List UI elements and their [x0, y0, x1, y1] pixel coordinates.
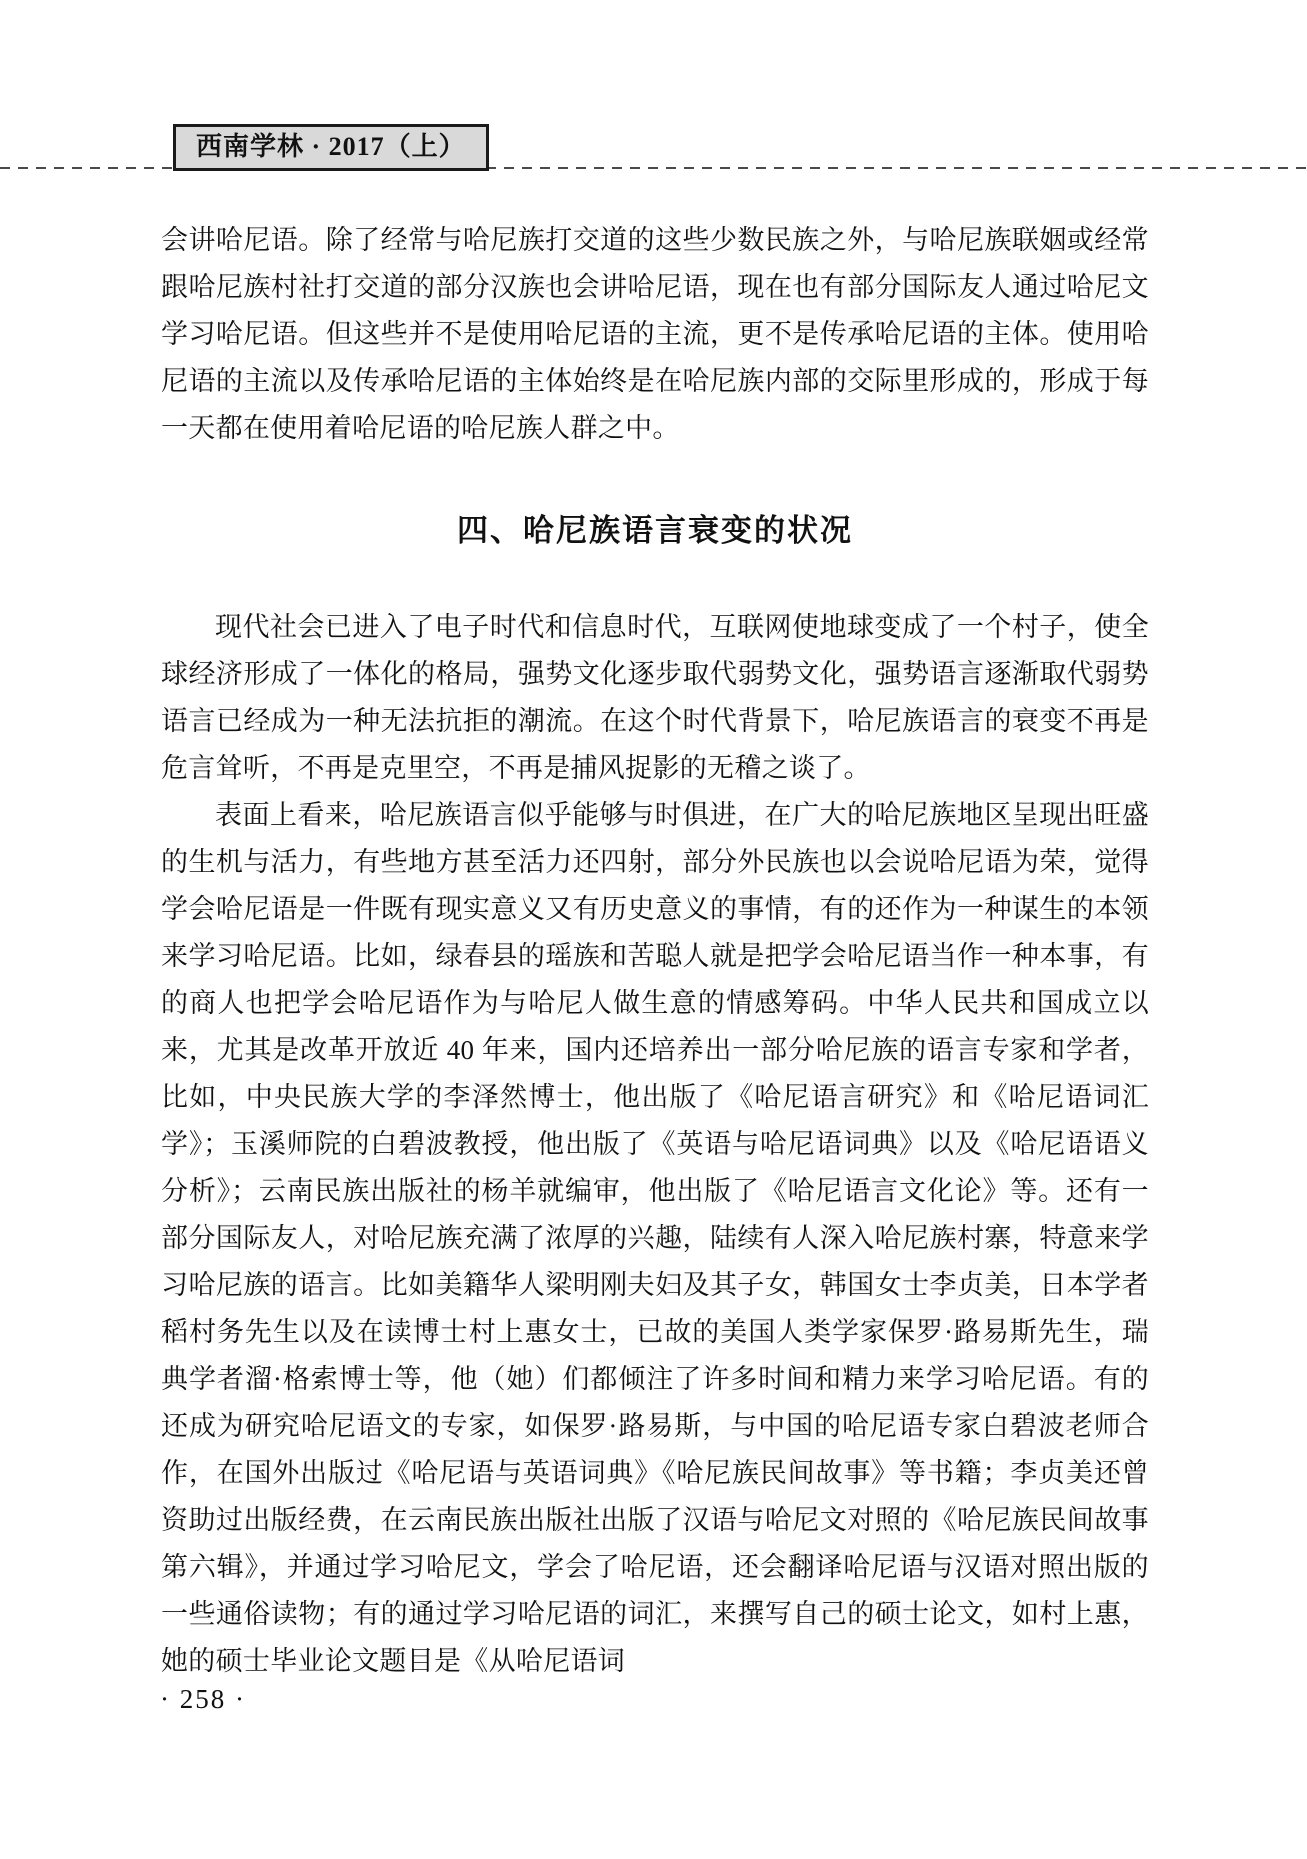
page-body-text	[161, 217, 1149, 1685]
journal-header-badge: 西南学林 · 2017（上）	[173, 124, 489, 171]
section-heading: 四、哈尼族语言衰变的状况	[457, 513, 853, 548]
paragraph-2: 现代社会已进入了电子时代和信息时代，互联网使地球变成了一个村子，使全球经济形成了一体化的格局，强势文化逐步取代弱势文化，强势语言逐渐取代弱势语言已经成为一种无法抗拒的潮流。在这个时代背景下，哈尼族语言的衰变不再是危言耸听，不再是克里空，不再是捕风捉影的无稽之谈了。	[161, 611, 1149, 783]
paragraph-3: 表面上看来，哈尼族语言似乎能够与时俱进，在广大的哈尼族地区呈现出旺盛的生机与活力，有些地方甚至活力还四射，部分外民族也以会说哈尼语为荣，觉得学会哈尼语是一件既有现实意义又有历史意义的事情，有的还作为一种谋生的本领来学习哈尼语。比如，绿春县的瑶族和苦聪人就是把学会哈尼语当作一种本事，有的商人也把学会哈尼语作为与哈尼人做生意的情感筹码。中华人民共和国成立以来，尤其是改革开放近 40 年来，国内还培养出一部分哈尼族的语言专家和学者，比如，中央民族大学的李泽然博士，他出版了《哈尼语言研究》和《哈尼语词汇学》；玉溪师院的白碧波教授，他出版了《英语与哈尼语词典》以及《哈尼语语义分析》；云南民族出版社的杨羊就编审，他出版了《哈尼语言文化论》等。还有一部分国际友人，对哈尼族充满了浓厚的兴趣，陆续有人深入哈尼族村寨，特意来学习哈尼族的语言。比如美籍华人梁明刚夫妇及其子女，韩国女士李贞美，日本学者稻村务先生以及在读博士村上惠女士，已故的美国人类学家保罗·路易斯先生，瑞典学者溜·格索博士等，他（她）们都倾注了许多时间和精力来学习哈尼语。有的还成为研究哈尼语文的专家，如保罗·路易斯，与中国的哈尼语专家白碧波老师合作，在国外出版过《哈尼语与英语词典》《哈尼族民间故事》等书籍；李贞美还曾资助过出版经费，在云南民族出版社出版了汉语与哈尼文对照的《哈尼族民间故事第六辑》，并通过学习哈尼文，学会了哈尼语，还会翻译哈尼语与汉语对照出版的一些通俗读物；有的通过学习哈尼语的词汇，来撰写自己的硕士论文，如村上惠，她的硕士毕业论文题目是《从哈尼语词	[161, 799, 1149, 1676]
page-number: · 258 ·	[160, 1684, 246, 1714]
paragraph-continuation: 会讲哈尼语。除了经常与哈尼族打交道的这些少数民族之外，与哈尼族联姻或经常跟哈尼族村社打交道的部分汉族也会讲哈尼语，现在也有部分国际友人通过哈尼文学习哈尼语。但这些并不是使用哈尼语的主流，更不是传承哈尼语的主体。使用哈尼语的主流以及传承哈尼语的主体始终是在哈尼族内部的交际里形成的，形成于每一天都在使用着哈尼语的哈尼族人群之中。	[161, 225, 1149, 443]
